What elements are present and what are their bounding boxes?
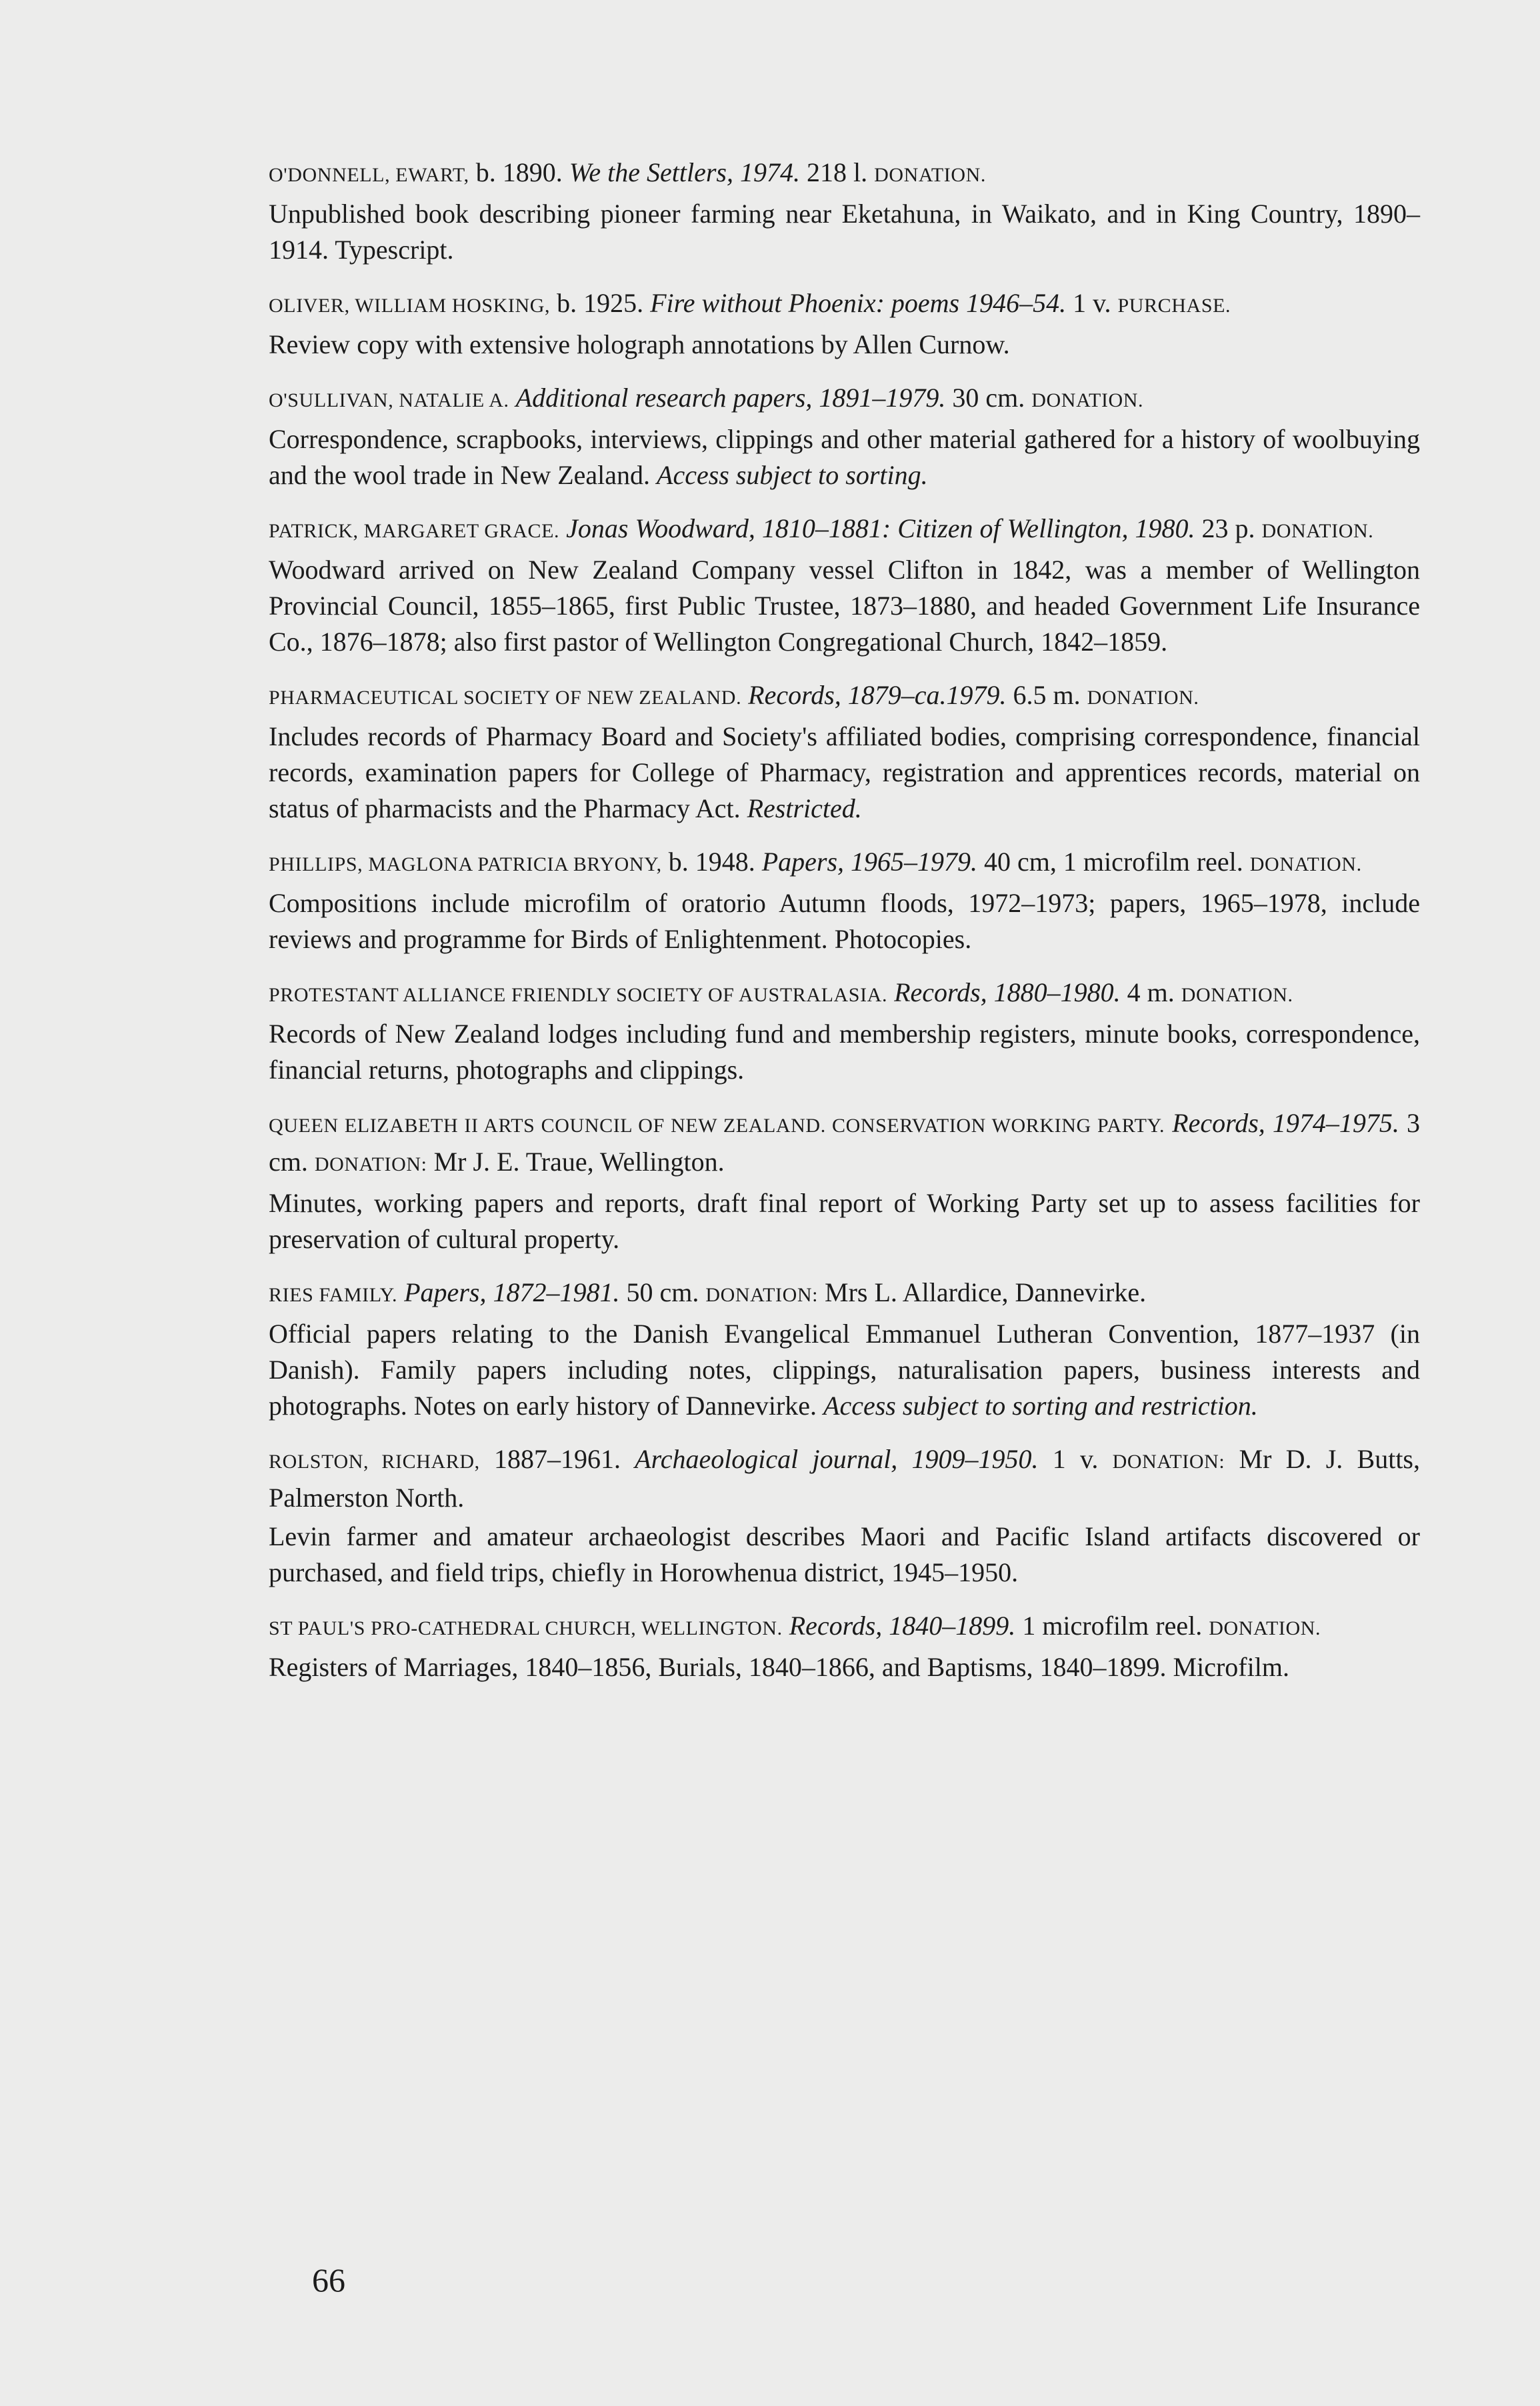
entry-heading (269, 285, 1420, 324)
entry-heading (269, 975, 1420, 1013)
entry-description-text: Registers of Marriages, 1840–1856, Burials, 1840–1866, and Baptisms, 1840–1899. Microfilm. (269, 1652, 1289, 1682)
entry-heading (269, 844, 1420, 883)
catalogue-entry (269, 155, 1420, 268)
entry-extent: 50 cm. (619, 1277, 706, 1307)
entry-name: QUEEN ELIZABETH II ARTS COUNCIL OF NEW ZEALAND. CONSERVATION WORKING PARTY. (269, 1115, 1165, 1137)
entry-description (269, 327, 1420, 363)
entry-access-note: Restricted. (747, 793, 862, 823)
catalogue-entry (269, 511, 1420, 660)
entry-name: PROTESTANT ALLIANCE FRIENDLY SOCIETY OF AUSTRALASIA. (269, 984, 888, 1006)
entry-acquisition: DONATION: (1112, 1451, 1225, 1473)
entry-description-text: Includes records of Pharmacy Board and Society's affiliated bodies, comprising correspondence, financial records, examination papers for College of Pharmacy, registration and apprentices records, material on status of pharmacists and the Pharmacy Act. (269, 721, 1420, 823)
entry-extent: 1 v. (1038, 1444, 1113, 1474)
entry-description-text: Unpublished book describing pioneer farming near Eketahuna, in Waikato, and in King Country, 1890–1914. Typescript. (269, 199, 1420, 265)
entry-name: O'DONNELL, EWART, (269, 164, 469, 186)
entry-description-text: Official papers relating to the Danish Evangelical Emmanuel Lutheran Convention, 1877–1937 (in Danish). Family papers including notes, clippings, naturalisation papers, business interests and photographs. Notes on early history of Dannevirke. (269, 1319, 1420, 1421)
entry-acquisition: DONATION. (1261, 520, 1374, 542)
entry-dates (783, 1611, 789, 1641)
entry-title: Records, 1879–ca.1979. (748, 680, 1007, 710)
entry-acquisition: DONATION. (1087, 687, 1199, 709)
entry-name: RIES FAMILY. (269, 1284, 398, 1306)
catalogue-entry (269, 1275, 1420, 1424)
catalogue-entry (269, 1441, 1420, 1591)
entry-dates (887, 977, 894, 1007)
entry-access-note: Access subject to sorting and restriction. (823, 1391, 1258, 1421)
entry-description (269, 421, 1420, 493)
entry-extent: 3 cm. (269, 1108, 1421, 1177)
entry-extent: 6.5 m. (1006, 680, 1087, 710)
entry-donor: Mr J. E. Traue, Wellington. (427, 1147, 725, 1177)
entry-description-text: Records of New Zealand lodges including fund and membership registers, minute books, correspondence, financial returns, photographs and clippings. (269, 1019, 1420, 1085)
entry-name: PATRICK, MARGARET GRACE. (269, 520, 560, 542)
page-number: 66 (312, 2261, 345, 2299)
entry-name: OLIVER, WILLIAM HOSKING, (269, 295, 551, 317)
entry-heading (269, 511, 1420, 549)
entry-access-note: Access subject to sorting. (657, 460, 928, 490)
catalogue-entry (269, 677, 1420, 827)
entry-title: We the Settlers, 1974. (569, 157, 800, 187)
entry-dates: b. 1948. (661, 847, 762, 877)
entry-name: O'SULLIVAN, NATALIE A. (269, 389, 509, 411)
entry-heading (269, 677, 1420, 716)
entry-description (269, 552, 1420, 660)
entry-title: Jonas Woodward, 1810–1881: Citizen of Wellington, 1980. (566, 513, 1195, 543)
entry-description (269, 885, 1420, 957)
entry-acquisition: DONATION. (874, 164, 986, 186)
entry-description-text: Woodward arrived on New Zealand Company vessel Clifton in 1842, was a member of Wellington Provincial Council, 1855–1865, first Public Trustee, 1873–1880, and headed Government Life Insurance Co., 1876–1878; also first pastor of Wellington Congregational Church, 1842–1859. (269, 555, 1420, 657)
entry-acquisition: DONATION. (1031, 389, 1144, 411)
catalogue-entry (269, 975, 1420, 1088)
entry-title: Records, 1974–1975. (1172, 1108, 1399, 1138)
entry-heading (269, 380, 1420, 419)
entry-description (269, 719, 1420, 827)
entry-title: Archaeological journal, 1909–1950. (635, 1444, 1039, 1474)
entry-description (269, 1649, 1420, 1685)
entry-acquisition: PURCHASE. (1117, 295, 1231, 317)
entry-acquisition: DONATION: (314, 1153, 427, 1175)
catalogue-entry (269, 285, 1420, 363)
entry-list (269, 155, 1420, 1685)
entry-description (269, 1519, 1420, 1591)
entry-acquisition: DONATION. (1209, 1617, 1321, 1639)
entry-title: Records, 1880–1980. (894, 977, 1121, 1007)
entry-heading (269, 155, 1420, 193)
entry-extent: 23 p. (1195, 513, 1262, 543)
entry-description (269, 1016, 1420, 1088)
entry-description (269, 1316, 1420, 1424)
entry-title: Fire without Phoenix: poems 1946–54. (650, 288, 1067, 318)
entry-name: ST PAUL'S PRO-CATHEDRAL CHURCH, WELLINGTON. (269, 1617, 783, 1639)
entry-dates: b. 1925. (550, 288, 651, 318)
entry-dates: b. 1890. (469, 157, 569, 187)
entry-extent: 218 l. (799, 157, 875, 187)
entry-acquisition: DONATION: (705, 1284, 819, 1306)
entry-extent: 40 cm, 1 microfilm reel. (977, 847, 1250, 877)
entry-donor: Mrs L. Allardice, Dannevirke. (818, 1277, 1147, 1307)
entry-extent: 1 v. (1066, 288, 1118, 318)
entry-dates (509, 383, 516, 413)
catalogue-page (269, 155, 1420, 1703)
entry-name: ROLSTON, RICHARD, (269, 1451, 480, 1473)
entry-description-text: Levin farmer and amateur archaeologist describes Maori and Pacific Island artifacts discovered or purchased, and field trips, chiefly in Horowhenua district, 1945–1950. (269, 1521, 1420, 1587)
entry-acquisition: DONATION. (1181, 984, 1293, 1006)
entry-dates (1165, 1108, 1172, 1138)
entry-title: Papers, 1872–1981. (404, 1277, 620, 1307)
entry-title: Papers, 1965–1979. (761, 847, 978, 877)
entry-extent: 30 cm. (945, 383, 1032, 413)
entry-title: Records, 1840–1899. (789, 1611, 1016, 1641)
entry-dates (397, 1277, 404, 1307)
entry-dates (559, 513, 566, 543)
entry-description-text: Review copy with extensive holograph annotations by Allen Curnow. (269, 329, 1010, 359)
entry-title: Additional research papers, 1891–1979. (515, 383, 946, 413)
entry-description-text: Minutes, working papers and reports, draft final report of Working Party set up to assess facilities for preservation of cultural property. (269, 1188, 1420, 1254)
entry-description-text: Compositions include microfilm of oratorio Autumn floods, 1972–1973; papers, 1965–1978, include reviews and programme for Birds of Enlightenment. Photocopies. (269, 888, 1420, 954)
entry-name: PHARMACEUTICAL SOCIETY OF NEW ZEALAND. (269, 687, 742, 709)
entry-name: PHILLIPS, MAGLONA PATRICIA BRYONY, (269, 853, 662, 875)
entry-extent: 4 m. (1120, 977, 1181, 1007)
catalogue-entry (269, 380, 1420, 493)
entry-description-text: Correspondence, scrapbooks, interviews, clippings and other material gathered for a history of woolbuying and the wool trade in New Zealand. (269, 424, 1420, 490)
entry-dates: 1887–1961. (479, 1444, 635, 1474)
catalogue-entry (269, 1105, 1420, 1257)
entry-heading (269, 1275, 1420, 1313)
entry-extent: 1 microfilm reel. (1015, 1611, 1209, 1641)
entry-heading (269, 1608, 1420, 1647)
catalogue-entry (269, 1608, 1420, 1685)
entry-acquisition: DONATION. (1249, 853, 1362, 875)
catalogue-entry (269, 844, 1420, 957)
entry-heading (269, 1441, 1420, 1516)
entry-heading (269, 1105, 1420, 1183)
entry-donor: Mr D. J. Butts, Palmerston North. (269, 1444, 1420, 1513)
entry-description (269, 1185, 1420, 1257)
entry-description (269, 196, 1420, 268)
entry-dates (741, 680, 748, 710)
